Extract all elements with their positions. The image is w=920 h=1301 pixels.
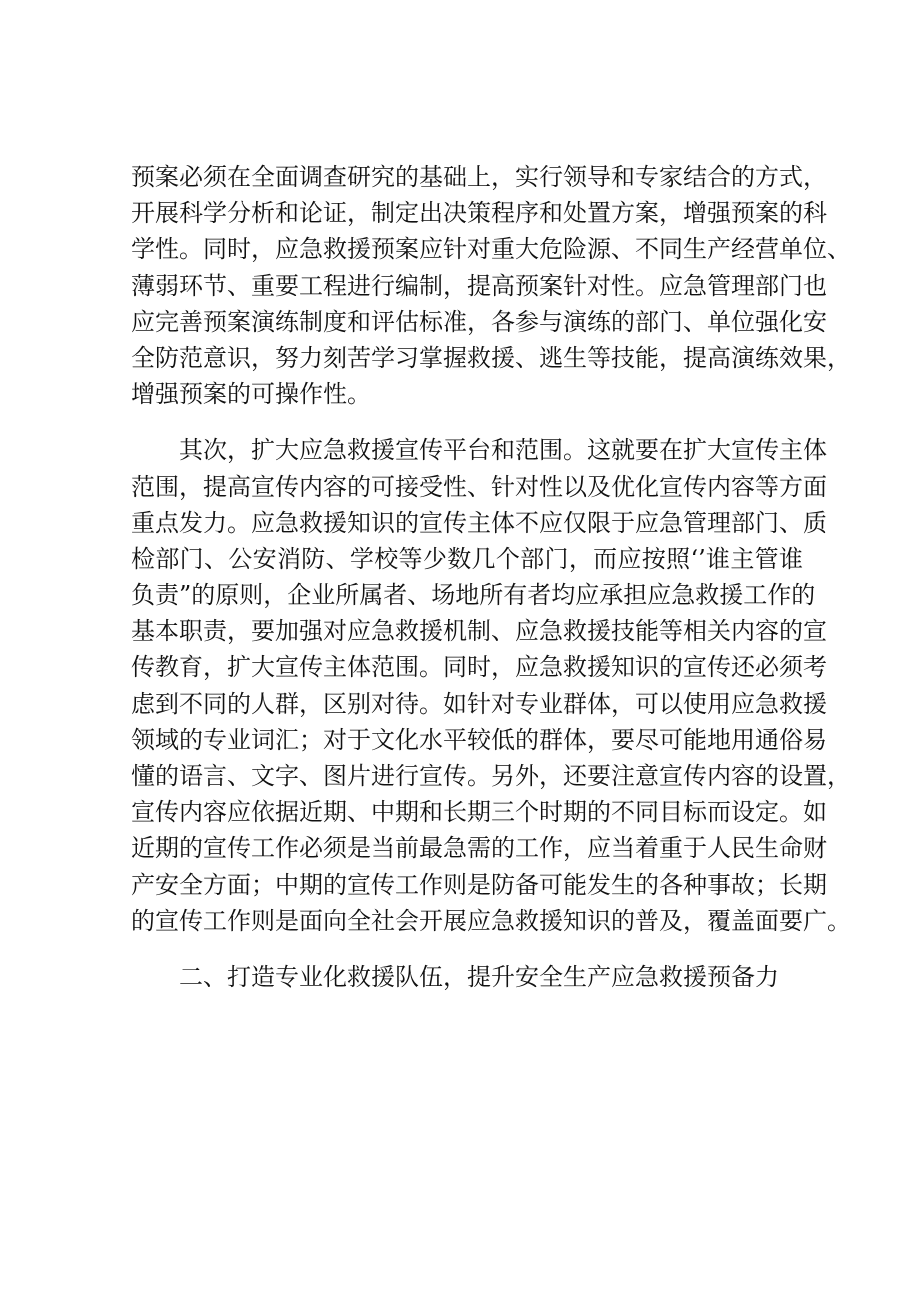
- text-line: 宣传内容应依据近期、中期和长期三个时期的不同目标而设定。如: [131, 798, 827, 827]
- text-line: 薄弱环节、重要工程进行编制，提高预案针对性。应急管理部门也: [131, 271, 827, 300]
- text-line: 检部门、公安消防、学校等少数几个部门，而应按照‘’谁主管谁: [131, 544, 803, 573]
- text-line: 增强预案的可操作性。: [131, 380, 371, 409]
- text-line: 学性。同时，应急救援预案应针对重大危险源、不同生产经营单位、: [131, 235, 851, 264]
- text-line: 其次，扩大应急救援宣传平台和范围。这就要在扩大宣传主体: [179, 436, 827, 465]
- section-heading-text: 二、打造专业化救援队伍，提升安全生产应急救援预备力: [179, 962, 779, 991]
- paragraph-spacer: [131, 412, 803, 432]
- text-line: 范围，提高宣传内容的可接受性、针对性以及优化宣传内容等方面: [131, 472, 827, 501]
- paragraph-1: [131, 159, 851, 412]
- text-line: 负责”的原则，企业所属者、场地所有者均应承担应急救援工作的: [131, 581, 816, 610]
- paragraph-2: [131, 432, 851, 939]
- paragraph-spacer: [131, 939, 803, 959]
- text-line: 基本职责，要加强对应急救援机制、应急救援技能等相关内容的宣: [131, 617, 827, 646]
- text-line: 重点发力。应急救援知识的宣传主体不应仅限于应急管理部门、质: [131, 508, 827, 537]
- text-line: 预案必须在全面调查研究的基础上，实行领导和专家结合的方式，: [131, 163, 827, 191]
- text-line: 开展科学分析和论证，制定出决策程序和处置方案，增强预案的科: [131, 199, 827, 228]
- document-body: [131, 159, 851, 995]
- text-line: 的宣传工作则是面向全社会开展应急救援知识的普及，覆盖面要广。: [131, 906, 851, 935]
- section-heading: [131, 959, 803, 995]
- text-line: 领域的专业词汇；对于文化水平较低的群体，要尽可能地用通俗易: [131, 725, 827, 754]
- text-line: 虑到不同的人群，区别对待。如针对专业群体，可以使用应急救援: [131, 689, 827, 718]
- text-line: 应完善预案演练制度和评估标准，各参与演练的部门、单位强化安: [131, 307, 827, 336]
- text-line: 全防范意识，努力刻苦学习掌握救援、逃生等技能，提高演练效果，: [131, 343, 851, 372]
- text-line: 产安全方面；中期的宣传工作则是防备可能发生的各种事故；长期: [131, 870, 827, 899]
- text-line: 懂的语言、文字、图片进行宣传。另外，还要注意宣传内容的设置，: [131, 762, 851, 790]
- text-line: 传教育，扩大宣传主体范围。同时，应急救援知识的宣传还必须考: [131, 653, 827, 682]
- text-line: 近期的宣传工作必须是当前最急需的工作，应当着重于人民生命财: [131, 834, 827, 863]
